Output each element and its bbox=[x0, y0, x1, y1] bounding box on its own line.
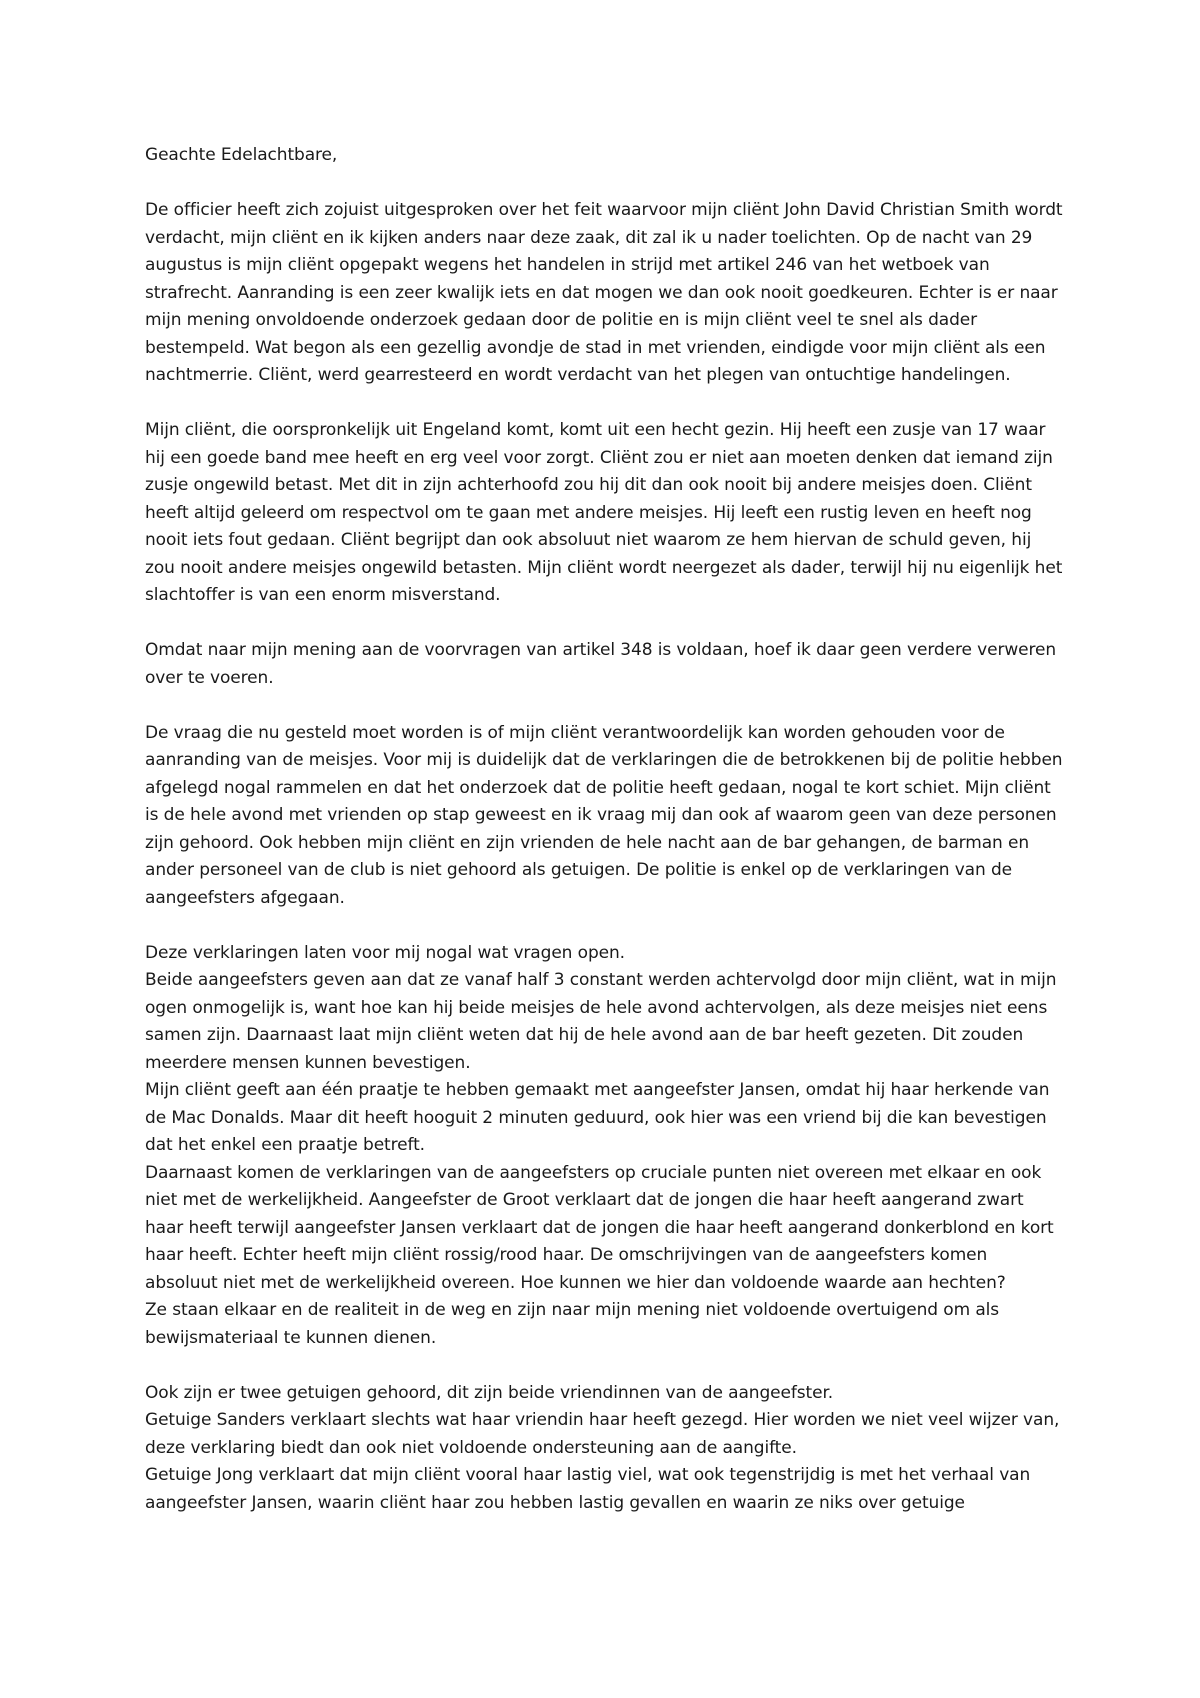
paragraph-witnesses bbox=[145, 1380, 1065, 1518]
paragraph-responsibility: De vraag die nu gesteld moet worden is of mijn cliënt verantwoordelijk kan worden gehouden voor de aanranding van de meisjes. Voor mij is duidelijk dat de verklaringen die de betrokkenen bij de politie hebben afgelegd nogal rammelen en dat het onderzoek dat de politie heeft gedaan, nogal te kort schiet. Mijn cliënt is de hele avond met vrienden op stap geweest en ik vraag mij dan ook af waarom geen van deze personen zijn gehoord. Ook hebben mijn cliënt en zijn vrienden de hele nacht aan de bar gehangen, de barman en ander personeel van de club is niet gehoord als getuigen. De politie is enkel op de verklaringen van de aangeefsters afgegaan. bbox=[145, 722, 1068, 908]
paragraph-client-background: Mijn cliënt, die oorspronkelijk uit Engeland komt, komt uit een hecht gezin. Hij heeft een zusje van 17 waar hij een goede band mee heeft en erg veel voor zorgt. Cliënt zou er niet aan moeten denken dat iemand zijn zusje ongewild betast. Met dit in zijn achterhoofd zou hij dit dan ook nooit bij andere meisjes doen. Cliënt heeft altijd geleerd om respectvol om te gaan met andere meisjes. Hij leeft een rustig leven en heeft nog nooit iets fout gedaan. Cliënt begrijpt dan ook absoluut niet waarom ze hem hiervan de schuld geven, hij zou nooit andere meisjes ongewild betasten. Mijn cliënt wordt neergezet als dader, terwijl hij nu eigenlijk het slachtoffer is van een enorm misverstand. bbox=[145, 420, 1068, 605]
paragraph-statements bbox=[145, 940, 1065, 1353]
letter-body bbox=[145, 142, 1068, 1517]
witnesses-line: Getuige Sanders verklaart slechts wat haar vriendin haar heeft gezegd. Hier worden we niet veel wijzer van, deze verklaring biedt dan ook niet voldoende ondersteuning aan de aangifte. bbox=[145, 1410, 1065, 1458]
statements-line: Mijn cliënt geeft aan één praatje te hebben gemaakt met aangeefster Jansen, omdat hij haar herkende van de Mac Donalds. Maar dit heeft hooguit 2 minuten geduurd, ook hier was een vriend bij die kan bevestigen dat het enkel een praatje betreft. bbox=[145, 1080, 1055, 1155]
statements-line: Daarnaast komen de verklaringen van de aangeefsters op cruciale punten niet overeen met elkaar en ook niet met de werkelijkheid. Aangeefster de Groot verklaart dat de jongen die haar heeft aangerand zwart haar heeft terwijl aangeefster Jansen verklaart dat de jongen die haar heeft aangerand donkerblond en kort haar heeft. Echter heeft mijn cliënt rossig/rood haar. De omschrijvingen van de aangeefsters komen absoluut niet met de werkelijkheid overeen. Hoe kunnen we hier dan voldoende waarde aan hechten? bbox=[145, 1162, 1059, 1293]
statements-line: Beide aangeefsters geven aan dat ze vanaf half 3 constant werden achtervolgd door mijn cliënt, wat in mijn ogen onmogelijk is, want hoe kan hij beide meisjes de hele avond achtervolgen, als deze meisjes niet eens samen zijn. Daarnaast laat mijn cliënt weten dat hij de hele avond aan de bar heeft gezeten. Dit zouden meerdere mensen kunnen bevestigen. bbox=[145, 970, 1062, 1073]
statements-line: Deze verklaringen laten voor mij nogal wat vragen open. bbox=[145, 942, 625, 963]
witnesses-line: Ook zijn er twee getuigen gehoord, dit zijn beide vriendinnen van de aangeefster. bbox=[145, 1382, 834, 1403]
witnesses-line: Getuige Jong verklaart dat mijn cliënt vooral haar lastig viel, wat ook tegenstrijdig is met het verhaal van aangeefster Jansen, waarin cliënt haar zou hebben lastig gevallen en waarin ze niks over getuige bbox=[145, 1465, 1036, 1513]
paragraph-intro: De officier heeft zich zojuist uitgesproken over het feit waarvoor mijn cliënt John David Christian Smith wordt verdacht, mijn cliënt en ik kijken anders naar deze zaak, dit zal ik u nader toelichten. Op de nacht van 29 augustus is mijn cliënt opgepakt wegens het handelen in strijd met artikel 246 van het wetboek van strafrecht. Aanranding is een zeer kwalijk iets en dat mogen we dan ook nooit goedkeuren. Echter is er naar mijn mening onvoldoende onderzoek gedaan door de politie en is mijn cliënt veel te snel als dader bestempeld. Wat begon als een gezellig avondje de stad in met vrienden, eindigde voor mijn cliënt als een nachtmerrie. Cliënt, werd gearresteerd en wordt verdacht van het plegen van ontuchtige handelingen. bbox=[145, 200, 1068, 385]
salutation: Geachte Edelachtbare, bbox=[145, 145, 338, 165]
statements-line: Ze staan elkaar en de realiteit in de weg en zijn naar mijn mening niet voldoende overtuigend om als bewijsmateriaal te kunnen dienen. bbox=[145, 1300, 1005, 1348]
paragraph-article-348: Omdat naar mijn mening aan de voorvragen van artikel 348 is voldaan, hoef ik daar geen verdere verweren over te voeren. bbox=[145, 640, 1062, 688]
